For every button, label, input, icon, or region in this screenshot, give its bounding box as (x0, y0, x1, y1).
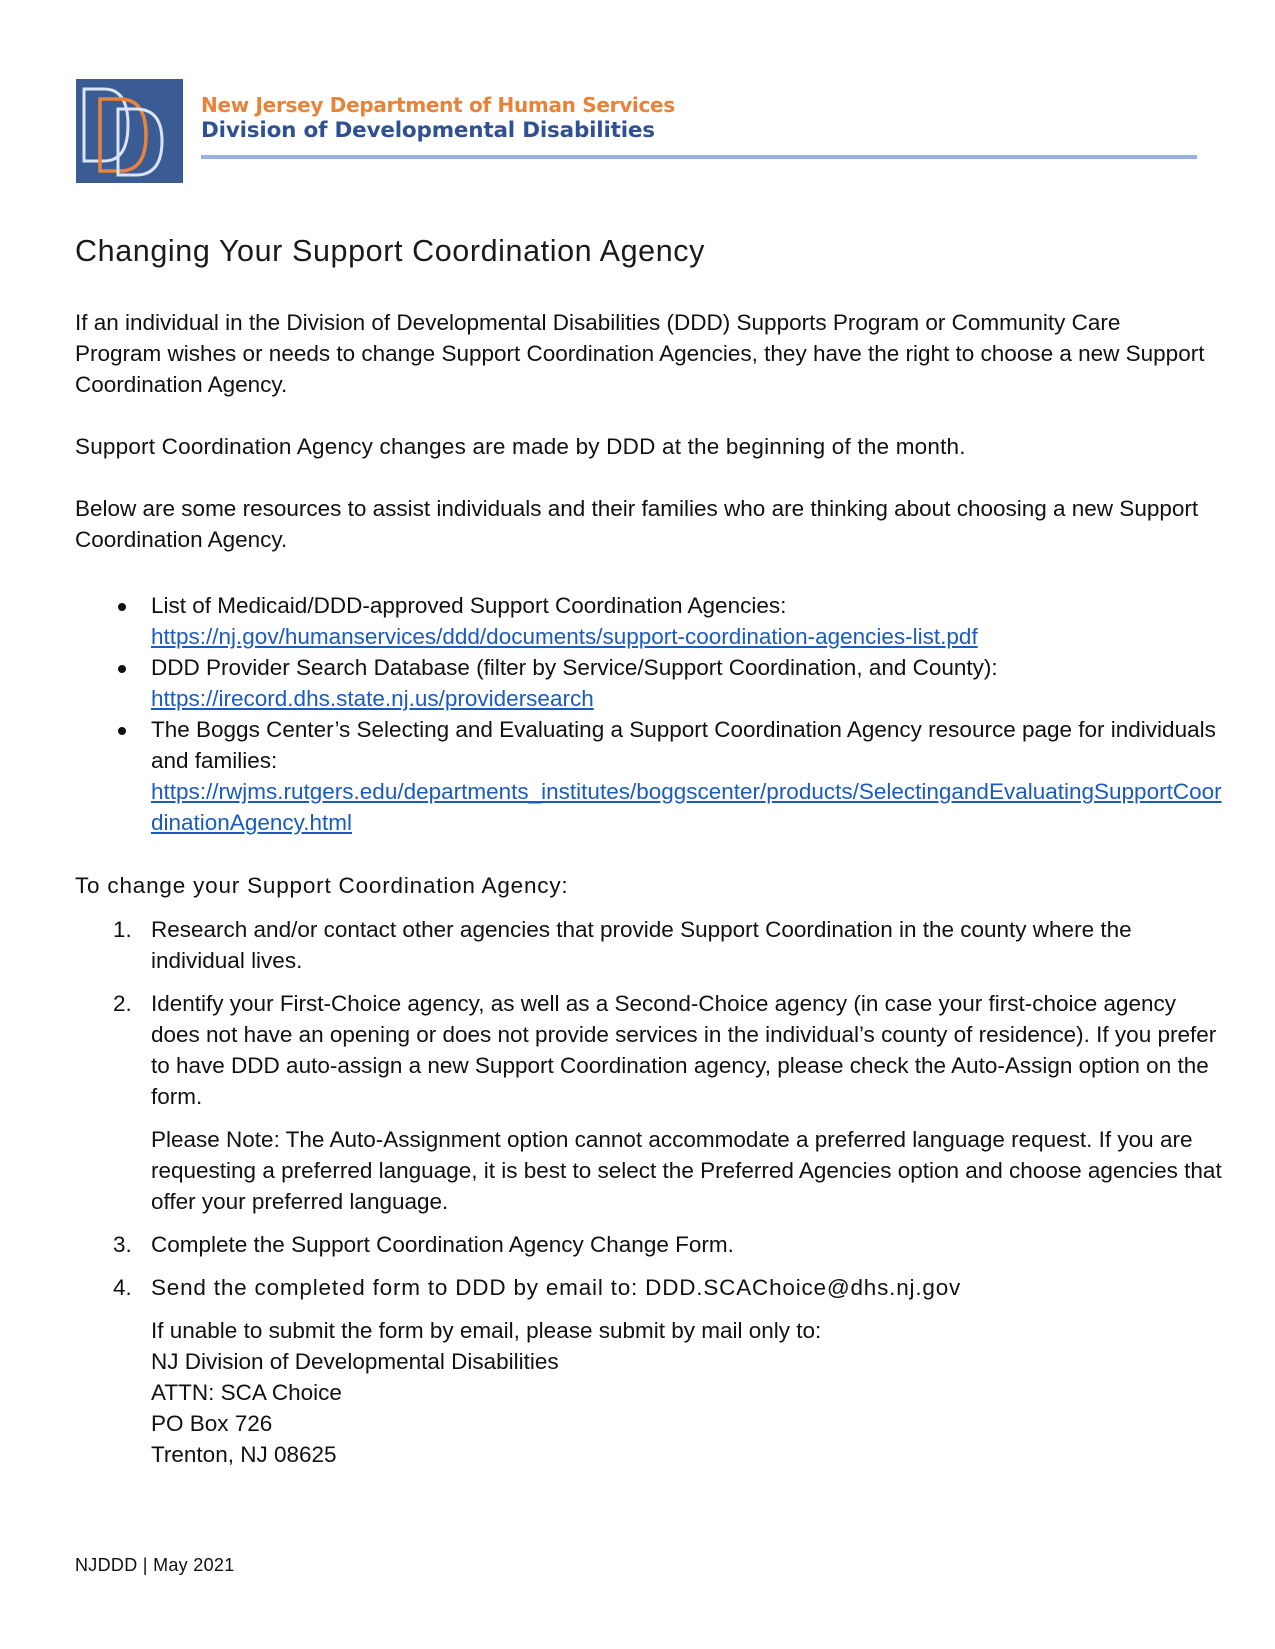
page-footer: NJDDD | May 2021 (75, 1555, 235, 1575)
step-text: Identify your First-Choice agency, as well as a Second-Choice agency (in case your first-choice agency does not have an opening or does not provide services in the individual’s county of residence). If you prefer to have DDD auto-assign a new Support Coordination agency, please check the Auto-Assign option on the form. (151, 991, 1217, 1109)
list-item (75, 988, 1225, 1217)
header-rule (201, 155, 1197, 159)
bullet-icon (118, 603, 126, 611)
intro-paragraph: If an individual in the Division of Developmental Disabilities (DDD) Supports Program or Community Care Program wishes or needs to change Support Coordination Agencies, they have the right to choose a new Support Coordination Agency. (75, 310, 1205, 397)
bullet-icon (118, 727, 126, 735)
step-number: 2. (113, 991, 132, 1016)
list-item (75, 714, 1225, 838)
address-line: NJ Division of Developmental Disabilities (151, 1349, 559, 1374)
resources-list (75, 590, 1225, 838)
address-line: ATTN: SCA Choice (151, 1380, 342, 1405)
bullet-icon (118, 665, 126, 673)
mail-intro: If unable to submit the form by email, please submit by mail only to: (151, 1318, 822, 1343)
list-item (75, 914, 1225, 976)
step-text: Send the completed form to DDD by email to: DDD.SCAChoice@dhs.nj.gov (151, 1275, 962, 1300)
address-line: PO Box 726 (151, 1411, 273, 1436)
resource-link[interactable]: https://nj.gov/humanservices/ddd/documents/support-coordination-agencies-list.pdf (151, 624, 978, 649)
list-item (75, 1272, 1225, 1470)
step-note: Please Note: The Auto-Assignment option cannot accommodate a preferred language request. If you are requesting a preferred language, it is best to select the Preferred Agencies option and choose agencies that offer your preferred language. (151, 1127, 1222, 1214)
steps-intro: To change your Support Coordination Agency: (75, 873, 569, 898)
address-line: Trenton, NJ 08625 (151, 1442, 337, 1467)
list-item (75, 652, 1225, 714)
step-number: 1. (113, 917, 132, 942)
ddd-logo (76, 79, 183, 183)
resource-link[interactable]: https://rwjms.rutgers.edu/departments_institutes/boggscenter/products/SelectingandEvaluatingSupportCoordinationAgency.html (151, 779, 1222, 835)
step-text: Research and/or contact other agencies that provide Support Coordination in the county where the individual lives. (151, 917, 1132, 973)
resources-intro-paragraph: Below are some resources to assist individuals and their families who are thinking about choosing a new Support Coordination Agency. (75, 496, 1199, 552)
step-number: 4. (113, 1275, 132, 1300)
page-title: Changing Your Support Coordination Agency (75, 234, 705, 268)
resource-label: The Boggs Center’s Selecting and Evaluating a Support Coordination Agency resource page for individuals and families: (151, 717, 1216, 773)
step-text: Complete the Support Coordination Agency Change Form. (151, 1232, 734, 1257)
resource-label: DDD Provider Search Database (filter by Service/Support Coordination, and County): (151, 655, 998, 680)
resource-link[interactable]: https://irecord.dhs.state.nj.us/providersearch (151, 686, 594, 711)
list-item (75, 590, 1225, 652)
division-name: Division of Developmental Disabilities (201, 118, 655, 143)
step-number: 3. (113, 1232, 132, 1257)
list-item (75, 1229, 1225, 1260)
timing-paragraph: Support Coordination Agency changes are made by DDD at the beginning of the month. (75, 434, 966, 459)
resource-label: List of Medicaid/DDD-approved Support Coordination Agencies: (151, 593, 787, 618)
steps-list (75, 914, 1225, 1482)
department-name: New Jersey Department of Human Services (201, 93, 675, 117)
